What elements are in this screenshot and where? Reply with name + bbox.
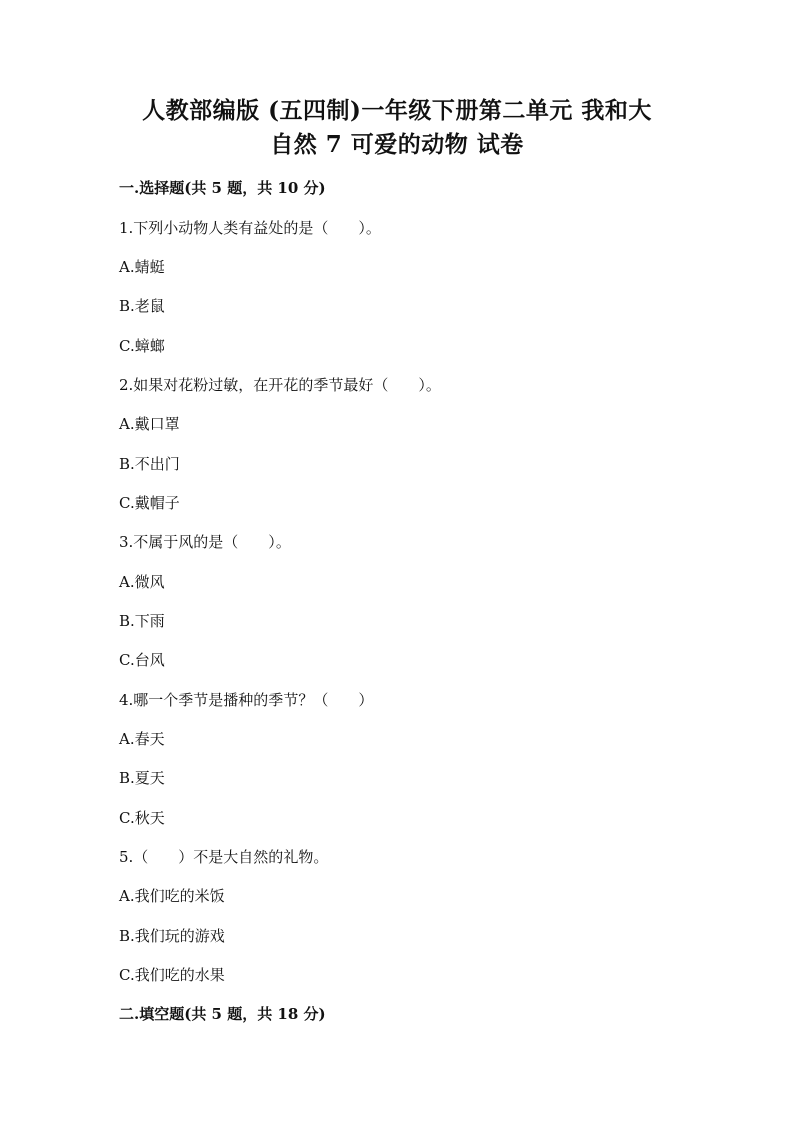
question-5-stem: 5.（ ）不是大自然的礼物。 [119,848,329,866]
question-2-stem: 2.如果对花粉过敏，在开花的季节最好（ ）。 [119,376,441,394]
question-2-option-c: C.戴帽子 [119,494,180,512]
title-line-2: 自然 7 可爱的动物 试卷 [270,131,524,158]
question-1-option-a: A.蜻蜓 [119,258,165,276]
question-3-option-b: B.下雨 [119,612,165,630]
question-4-option-a: A.春天 [119,730,165,748]
question-2-option-a: A.戴口罩 [119,415,180,433]
question-4-stem: 4.哪一个季节是播种的季节？（ ） [119,691,374,709]
question-4-option-b: B.夏天 [119,769,165,787]
question-5-option-a: A.我们吃的米饭 [119,887,225,905]
question-2-option-b: B.不出门 [119,455,180,473]
question-1-stem: 1.下列小动物人类有益处的是（ ）。 [119,219,381,237]
question-4-option-c: C.秋天 [119,809,165,827]
question-3-option-a: A.微风 [119,573,165,591]
question-3-option-c: C.台风 [119,651,165,669]
question-1-option-c: C.蟑螂 [119,337,165,355]
title-line-1: 人教部编版 (五四制)一年级下册第二单元 我和大 [142,97,652,124]
question-5-option-c: C.我们吃的水果 [119,966,225,984]
question-3-stem: 3.不属于风的是（ ）。 [119,533,291,551]
document-title [100,94,694,162]
section-heading-fill-in: 二.填空题(共 5 题，共 18 分) [119,1005,326,1023]
section-heading-choice: 一.选择题(共 5 题，共 10 分) [119,179,326,197]
question-1-option-b: B.老鼠 [119,297,165,315]
question-5-option-b: B.我们玩的游戏 [119,927,225,945]
